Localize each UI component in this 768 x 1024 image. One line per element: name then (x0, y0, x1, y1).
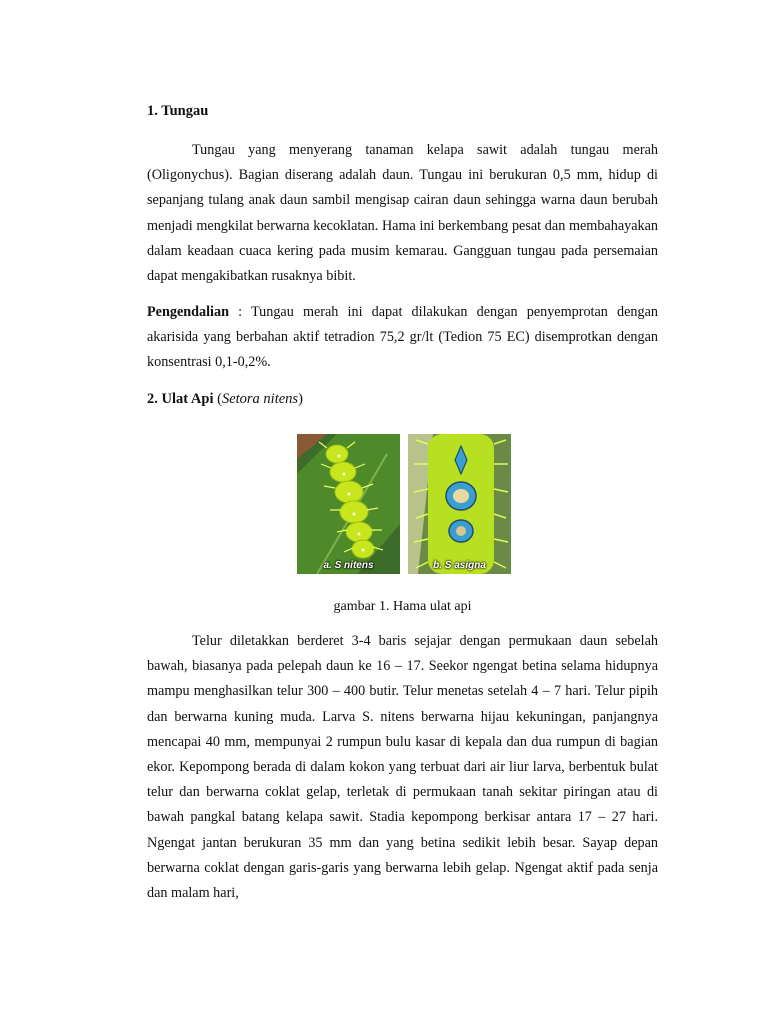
heading-paren-close: ) (298, 391, 303, 407)
section-heading-ulat-api (147, 391, 303, 408)
figure-caption: gambar 1. Hama ulat api (333, 599, 472, 614)
heading-main: 2. Ulat Api (147, 391, 214, 407)
paragraph-pengendalian (147, 300, 658, 376)
caterpillar-image-b (408, 434, 511, 574)
section-heading-tungau: 1. Tungau (147, 103, 209, 119)
pengendalian-text: : Tungau merah ini dapat dilakukan dengan penyemprotan dengan akarisida yang berbahan aktif tetradion 75,2 gr/lt (Tedion 75 EC) disemprotkan dengan konsentrasi 0,1-0,2%. (147, 304, 658, 371)
photo-label-b: b. S asigna (433, 560, 486, 571)
figure-caterpillars (297, 434, 511, 574)
heading-paren-open: ( (213, 391, 222, 407)
paragraph-ulat-api: Telur diletakkan berderet 3-4 baris sejajar dengan permukaan daun sebelah bawah, biasanya pada pelepah daun ke 16 – 17. Seekor ngengat betina selama hidupnya mampu menghasilkan telur 300 – 400 butir. Telur menetas setelah 4 – 7 hari. Telur pipih dan berwarna kuning muda. Larva S. nitens berwarna hijau kekuningan, panjangnya mencapai 40 mm, mempunyai 2 rumpun bulu kasar di kepala dan dua rumpun di bagian ekor. Kepompong berada di dalam kokon yang terbuat dari air liur larva, berbentuk bulat telur dan berwarna coklat gelap, terletak di permukaan tanah sekitar piringan atau di bawah pangkal batang kelapa sawit. Stadia kepompong berkisar antara 17 – 27 hari. Ngengat jantan berukuran 35 mm dan yang betina sedikit lebih besar. Sayap depan berwarna coklat dengan garis-garis yang berwarna lebih gelap. Ngengat aktif pada senja dan malam hari, (147, 633, 658, 902)
paragraph-tungau: Tungau yang menyerang tanaman kelapa sawit adalah tungau merah (Oligonychus). Bagian diserang adalah daun. Tungau ini berukuran 0,5 mm, hidup di sepanjang tulang anak daun sambil mengisap cairan daun sehingga warna daun berubah menjadi mengkilat berwarna kecoklatan. Hama ini berkembang pesat dan membahayakan dalam keadaan cuaca kering pada musim kemarau. Gangguan tungau pada persemaian dapat mengakibatkan rusaknya bibit. (147, 142, 658, 285)
photo-label-a: a. S nitens (323, 560, 374, 571)
heading-species: Setora nitens (221, 391, 299, 407)
pengendalian-label: Pengendalian (147, 304, 229, 320)
caterpillar-image-a (297, 434, 400, 574)
photo-s-asigna (408, 434, 511, 574)
photo-s-nitens (297, 434, 400, 574)
